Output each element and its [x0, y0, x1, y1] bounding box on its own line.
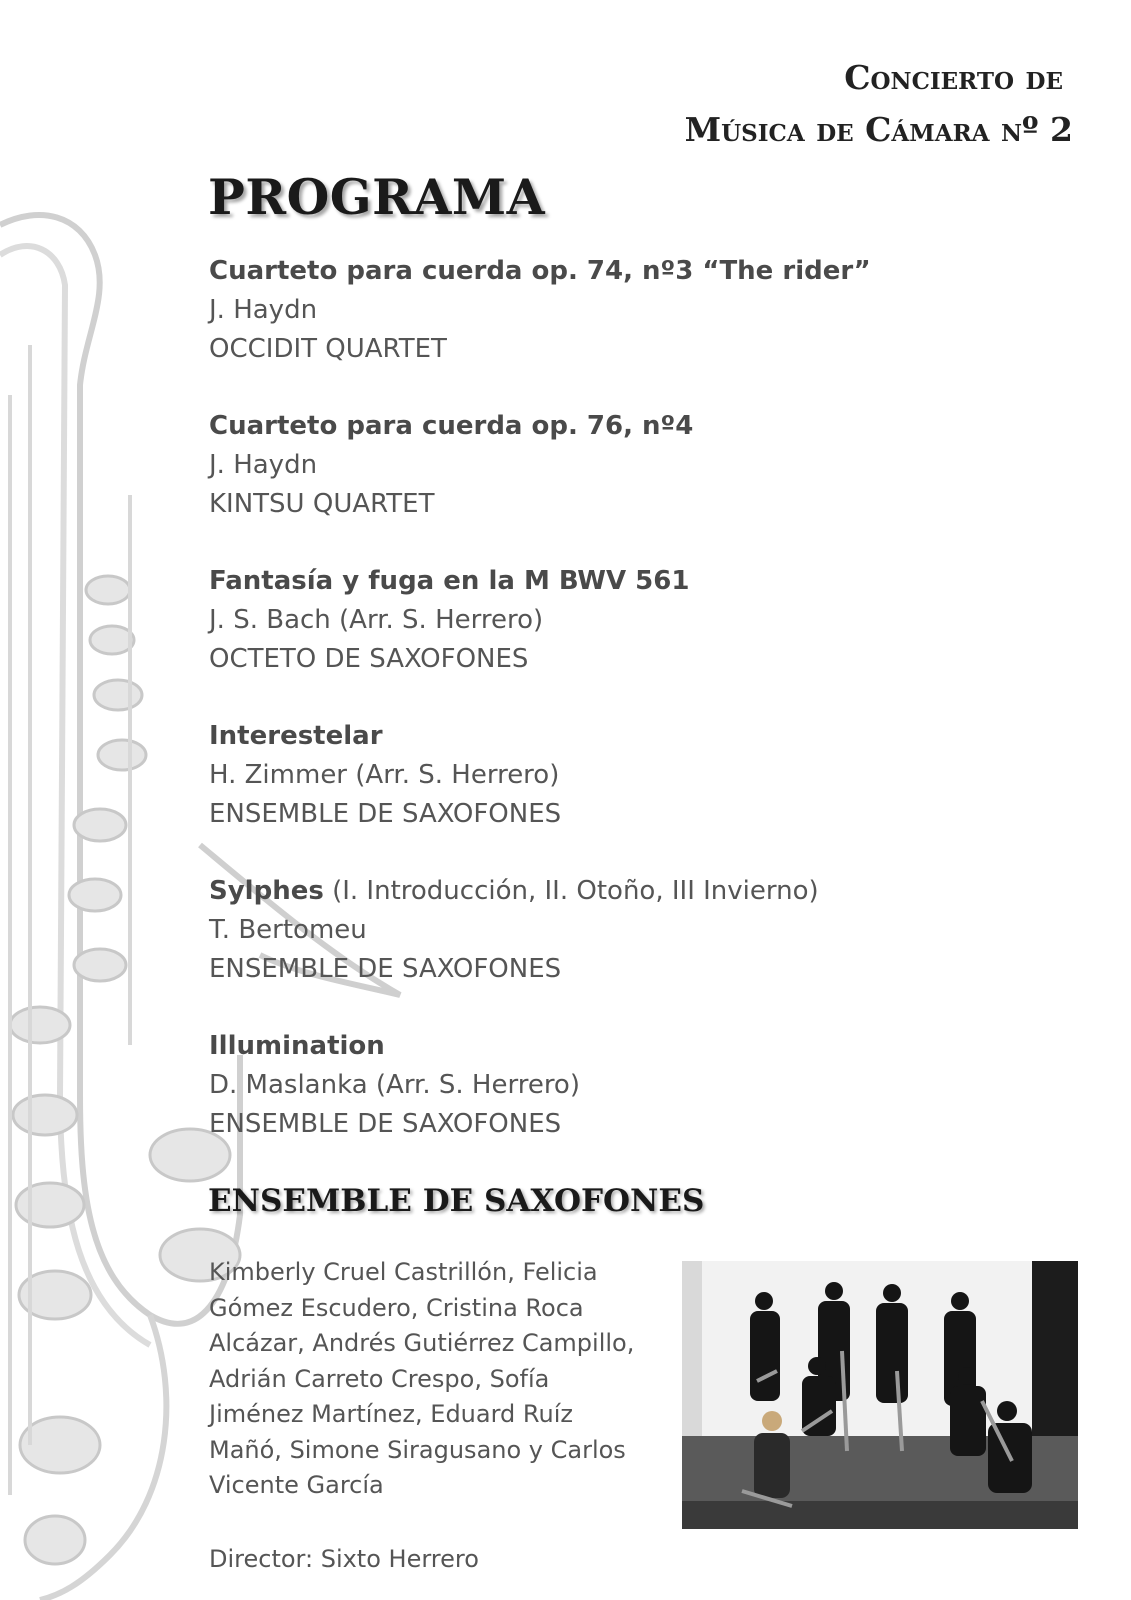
page-title: PROGRAMA — [208, 168, 546, 226]
program-item — [209, 1027, 909, 1144]
director-credit: Director: Sixto Herrero — [209, 1545, 479, 1573]
work-title: Interestelar — [209, 721, 383, 751]
concert-title-line2: Música de Cámara nº 2 — [684, 110, 1073, 149]
work-title: Illumination — [209, 1031, 385, 1061]
ensemble-name: OCTETO DE SAXOFONES — [209, 644, 529, 674]
work-title-line — [209, 872, 909, 911]
ensemble-name: OCCIDIT QUARTET — [209, 334, 447, 364]
ensemble-photo — [682, 1261, 1078, 1529]
work-title: Cuarteto para cuerda op. 74, nº3 “The rider” — [209, 256, 871, 286]
composer: J. Haydn — [209, 450, 318, 480]
composer: H. Zimmer (Arr. S. Herrero) — [209, 760, 560, 790]
ensemble-name: KINTSU QUARTET — [209, 489, 435, 519]
member-list — [209, 1255, 649, 1504]
member-line: Jiménez Martínez, Eduard Ruíz — [209, 1400, 573, 1428]
concert-header — [685, 52, 1073, 156]
member-line: Vicente García — [209, 1471, 384, 1499]
work-title: Fantasía y fuga en la M BWV 561 — [209, 566, 690, 596]
ensemble-section-title: ENSEMBLE DE SAXOFONES — [208, 1183, 705, 1219]
program-list — [209, 252, 909, 1182]
member-line: Kimberly Cruel Castrillón, Felicia — [209, 1258, 598, 1286]
member-line: Alcázar, Andrés Gutiérrez Campillo, — [209, 1329, 635, 1357]
member-line: Gómez Escudero, Cristina Roca — [209, 1293, 584, 1322]
program-item — [209, 717, 909, 834]
ensemble-name: ENSEMBLE DE SAXOFONES — [209, 1109, 562, 1139]
work-title: Cuarteto para cuerda op. 76, nº4 — [209, 411, 694, 441]
program-item — [209, 407, 909, 524]
composer: J. S. Bach (Arr. S. Herrero) — [209, 605, 544, 635]
member-line: Adrián Carreto Crespo, Sofía — [209, 1364, 550, 1393]
work-movements: (I. Introducción, II. Otoño, III Invierno) — [323, 876, 819, 906]
ensemble-name: ENSEMBLE DE SAXOFONES — [209, 954, 562, 984]
composer: T. Bertomeu — [209, 915, 367, 945]
program-item — [209, 252, 909, 369]
ensemble-name: ENSEMBLE DE SAXOFONES — [209, 799, 562, 829]
work-title: Sylphes — [209, 876, 324, 906]
program-item — [209, 872, 909, 989]
composer: D. Maslanka (Arr. S. Herrero) — [209, 1070, 580, 1100]
program-item — [209, 562, 909, 679]
member-line: Mañó, Simone Siragusano y Carlos — [209, 1435, 626, 1464]
composer: J. Haydn — [209, 295, 318, 325]
concert-title-line1: Concierto de — [844, 58, 1063, 97]
